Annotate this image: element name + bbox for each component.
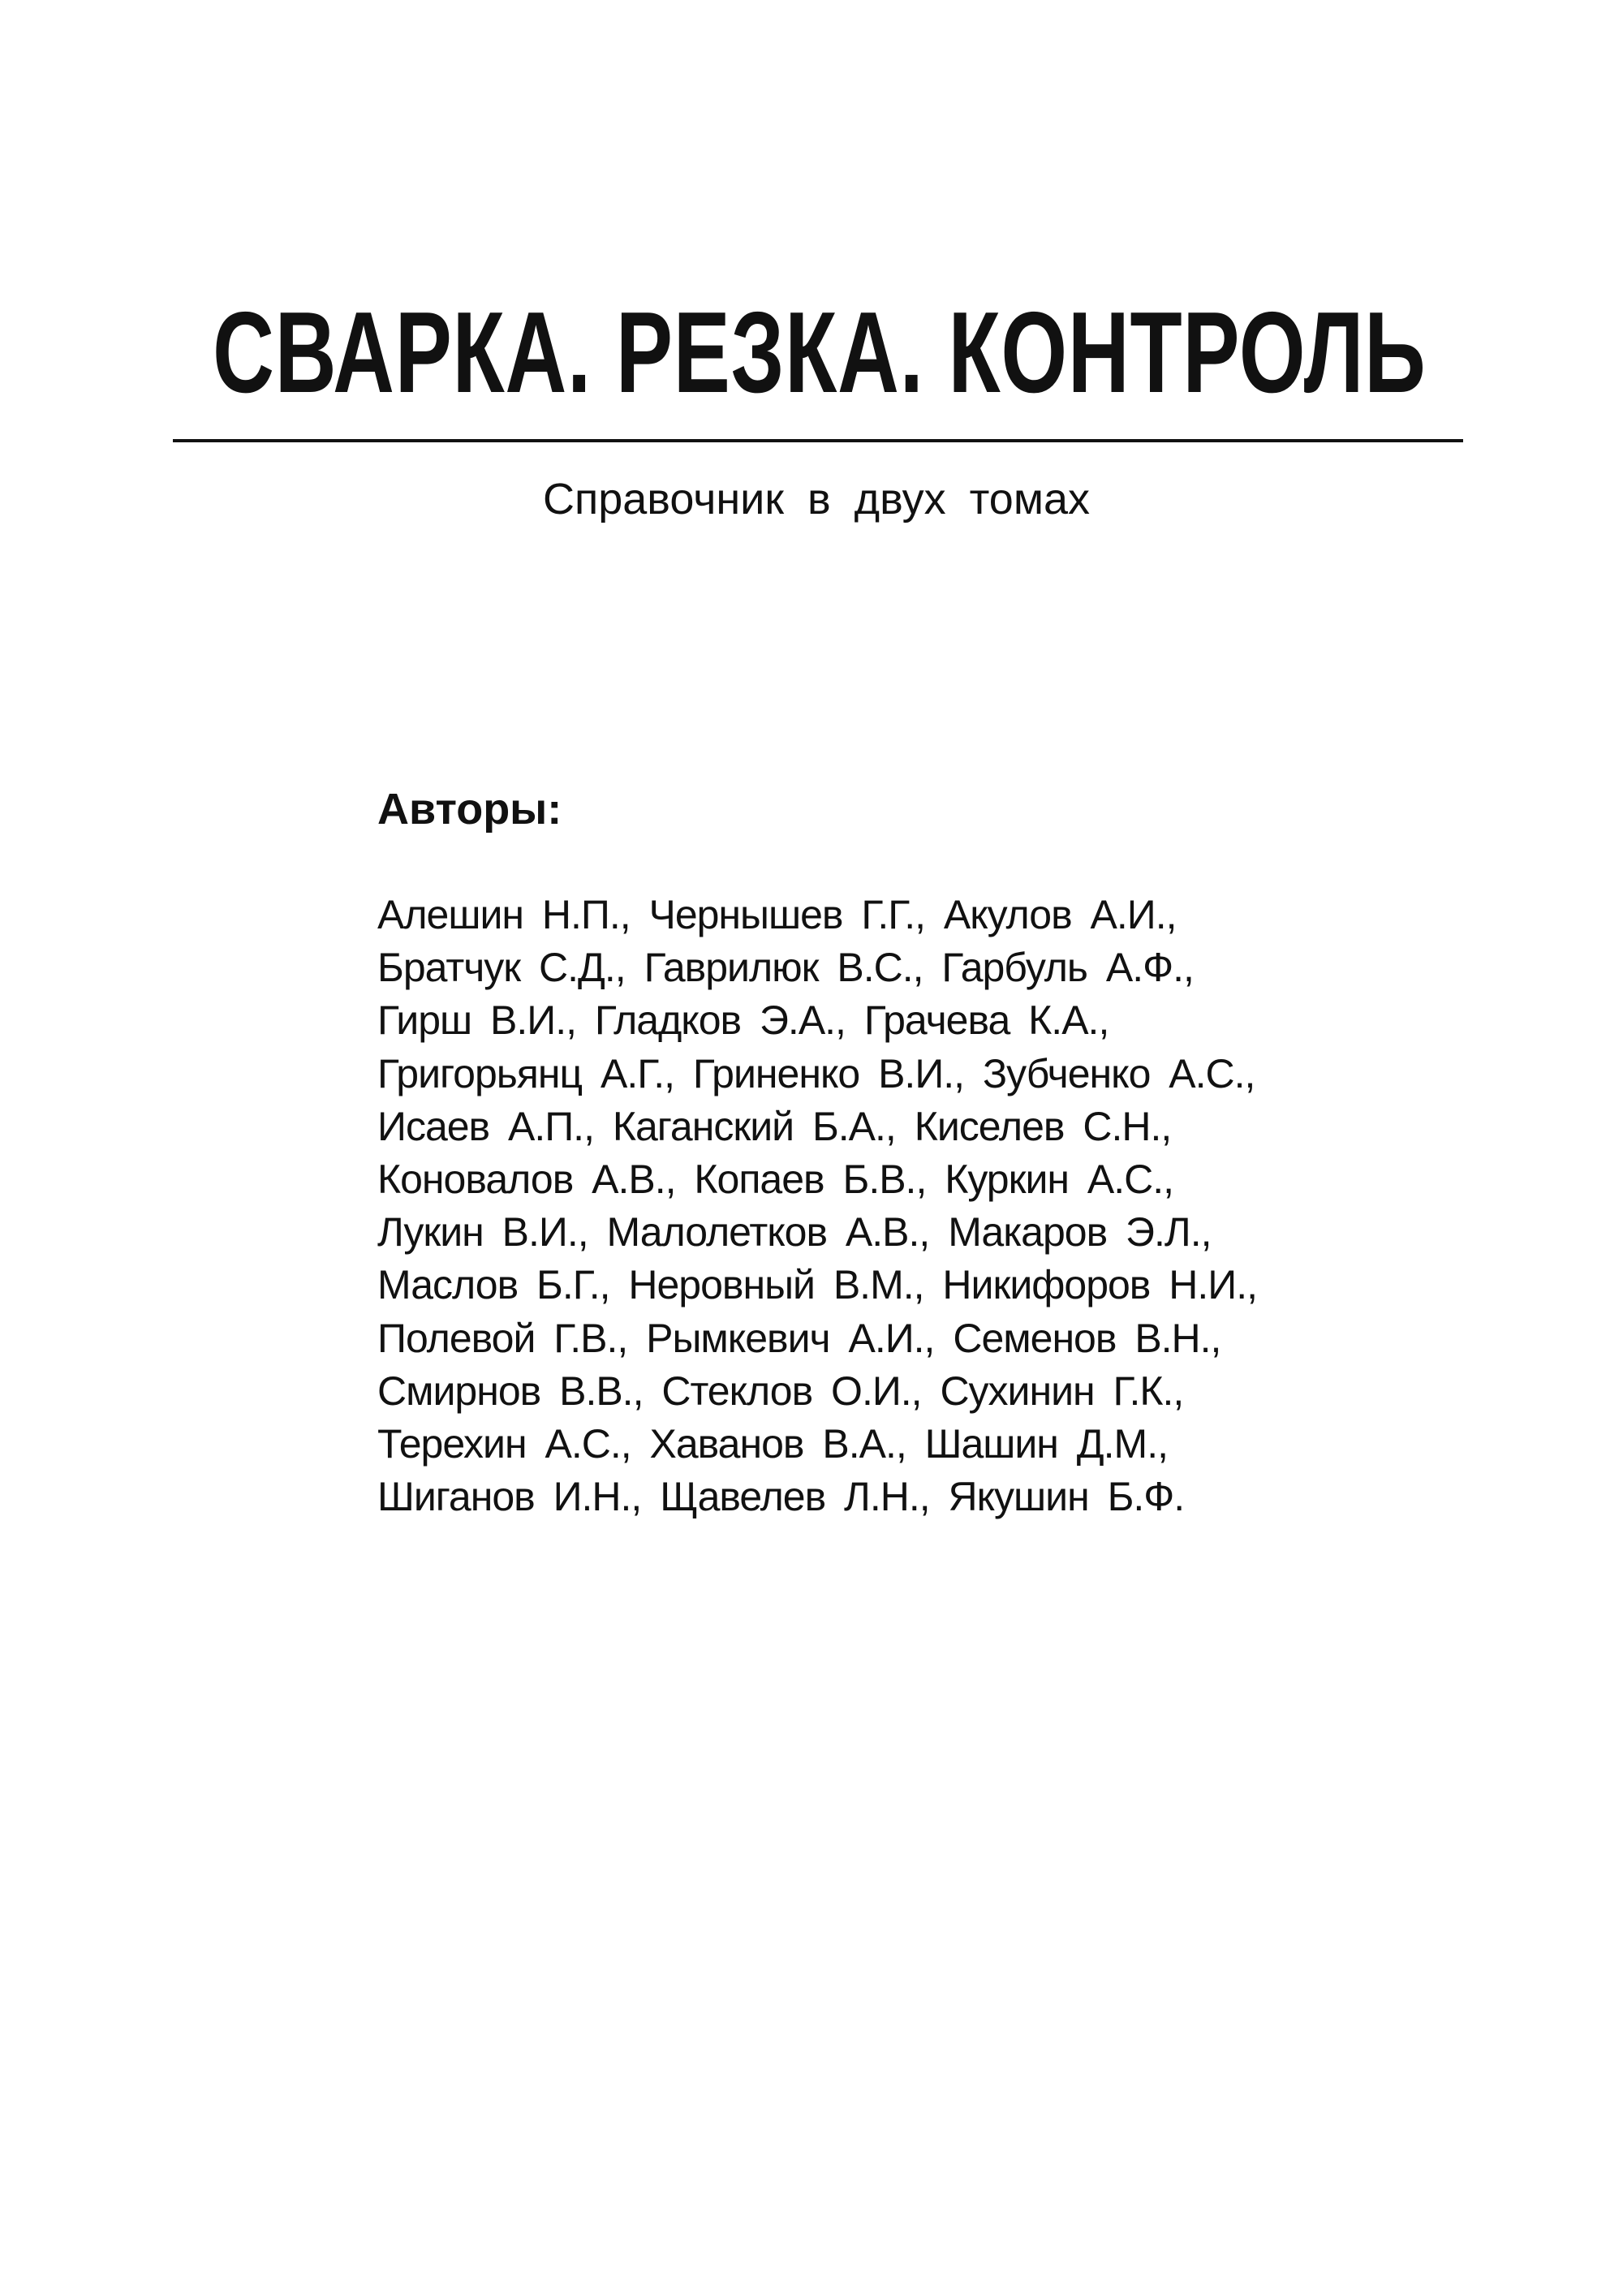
author-line: Григорьянц А.Г., Гриненко В.И., Зубченко А.С., <box>377 1050 1255 1096</box>
author-line: Лукин В.И., Малолетков А.В., Макаров Э.Л., <box>377 1209 1212 1256</box>
book-title: СВАРКА. РЕЗКА. КОНТРОЛЬ <box>213 288 1427 417</box>
author-line: Смирнов В.В., Стеклов О.И., Сухинин Г.К., <box>377 1368 1184 1414</box>
book-subtitle: Справочник в двух томах <box>543 475 1090 523</box>
author-line: Маслов Б.Г., Неровный В.М., Никифоров Н.И., <box>377 1262 1257 1308</box>
author-line: Полевой Г.В., Рымкевич А.И., Семенов В.Н., <box>377 1315 1221 1361</box>
authors-list <box>377 889 1432 1523</box>
author-line: Братчук С.Д., Гаврилюк В.С., Гарбуль А.Ф., <box>377 945 1194 991</box>
author-line: Алешин Н.П., Чернышев Г.Г., Акулов А.И., <box>377 892 1177 937</box>
author-line: Исаев А.П., Каганский Б.А., Киселев С.Н., <box>377 1103 1172 1149</box>
author-line: Коновалов А.В., Копаев Б.В., Куркин А.С., <box>377 1156 1174 1202</box>
author-line: Шиганов И.Н., Щавелев Л.Н., Якушин Б.Ф. <box>377 1474 1185 1520</box>
authors-heading: Авторы: <box>377 785 562 834</box>
author-line: Терехин А.С., Хаванов В.А., Шашин Д.М., <box>377 1420 1168 1467</box>
title-divider <box>173 439 1463 442</box>
author-line: Гирш В.И., Гладков Э.А., Грачева К.А., <box>377 997 1109 1044</box>
